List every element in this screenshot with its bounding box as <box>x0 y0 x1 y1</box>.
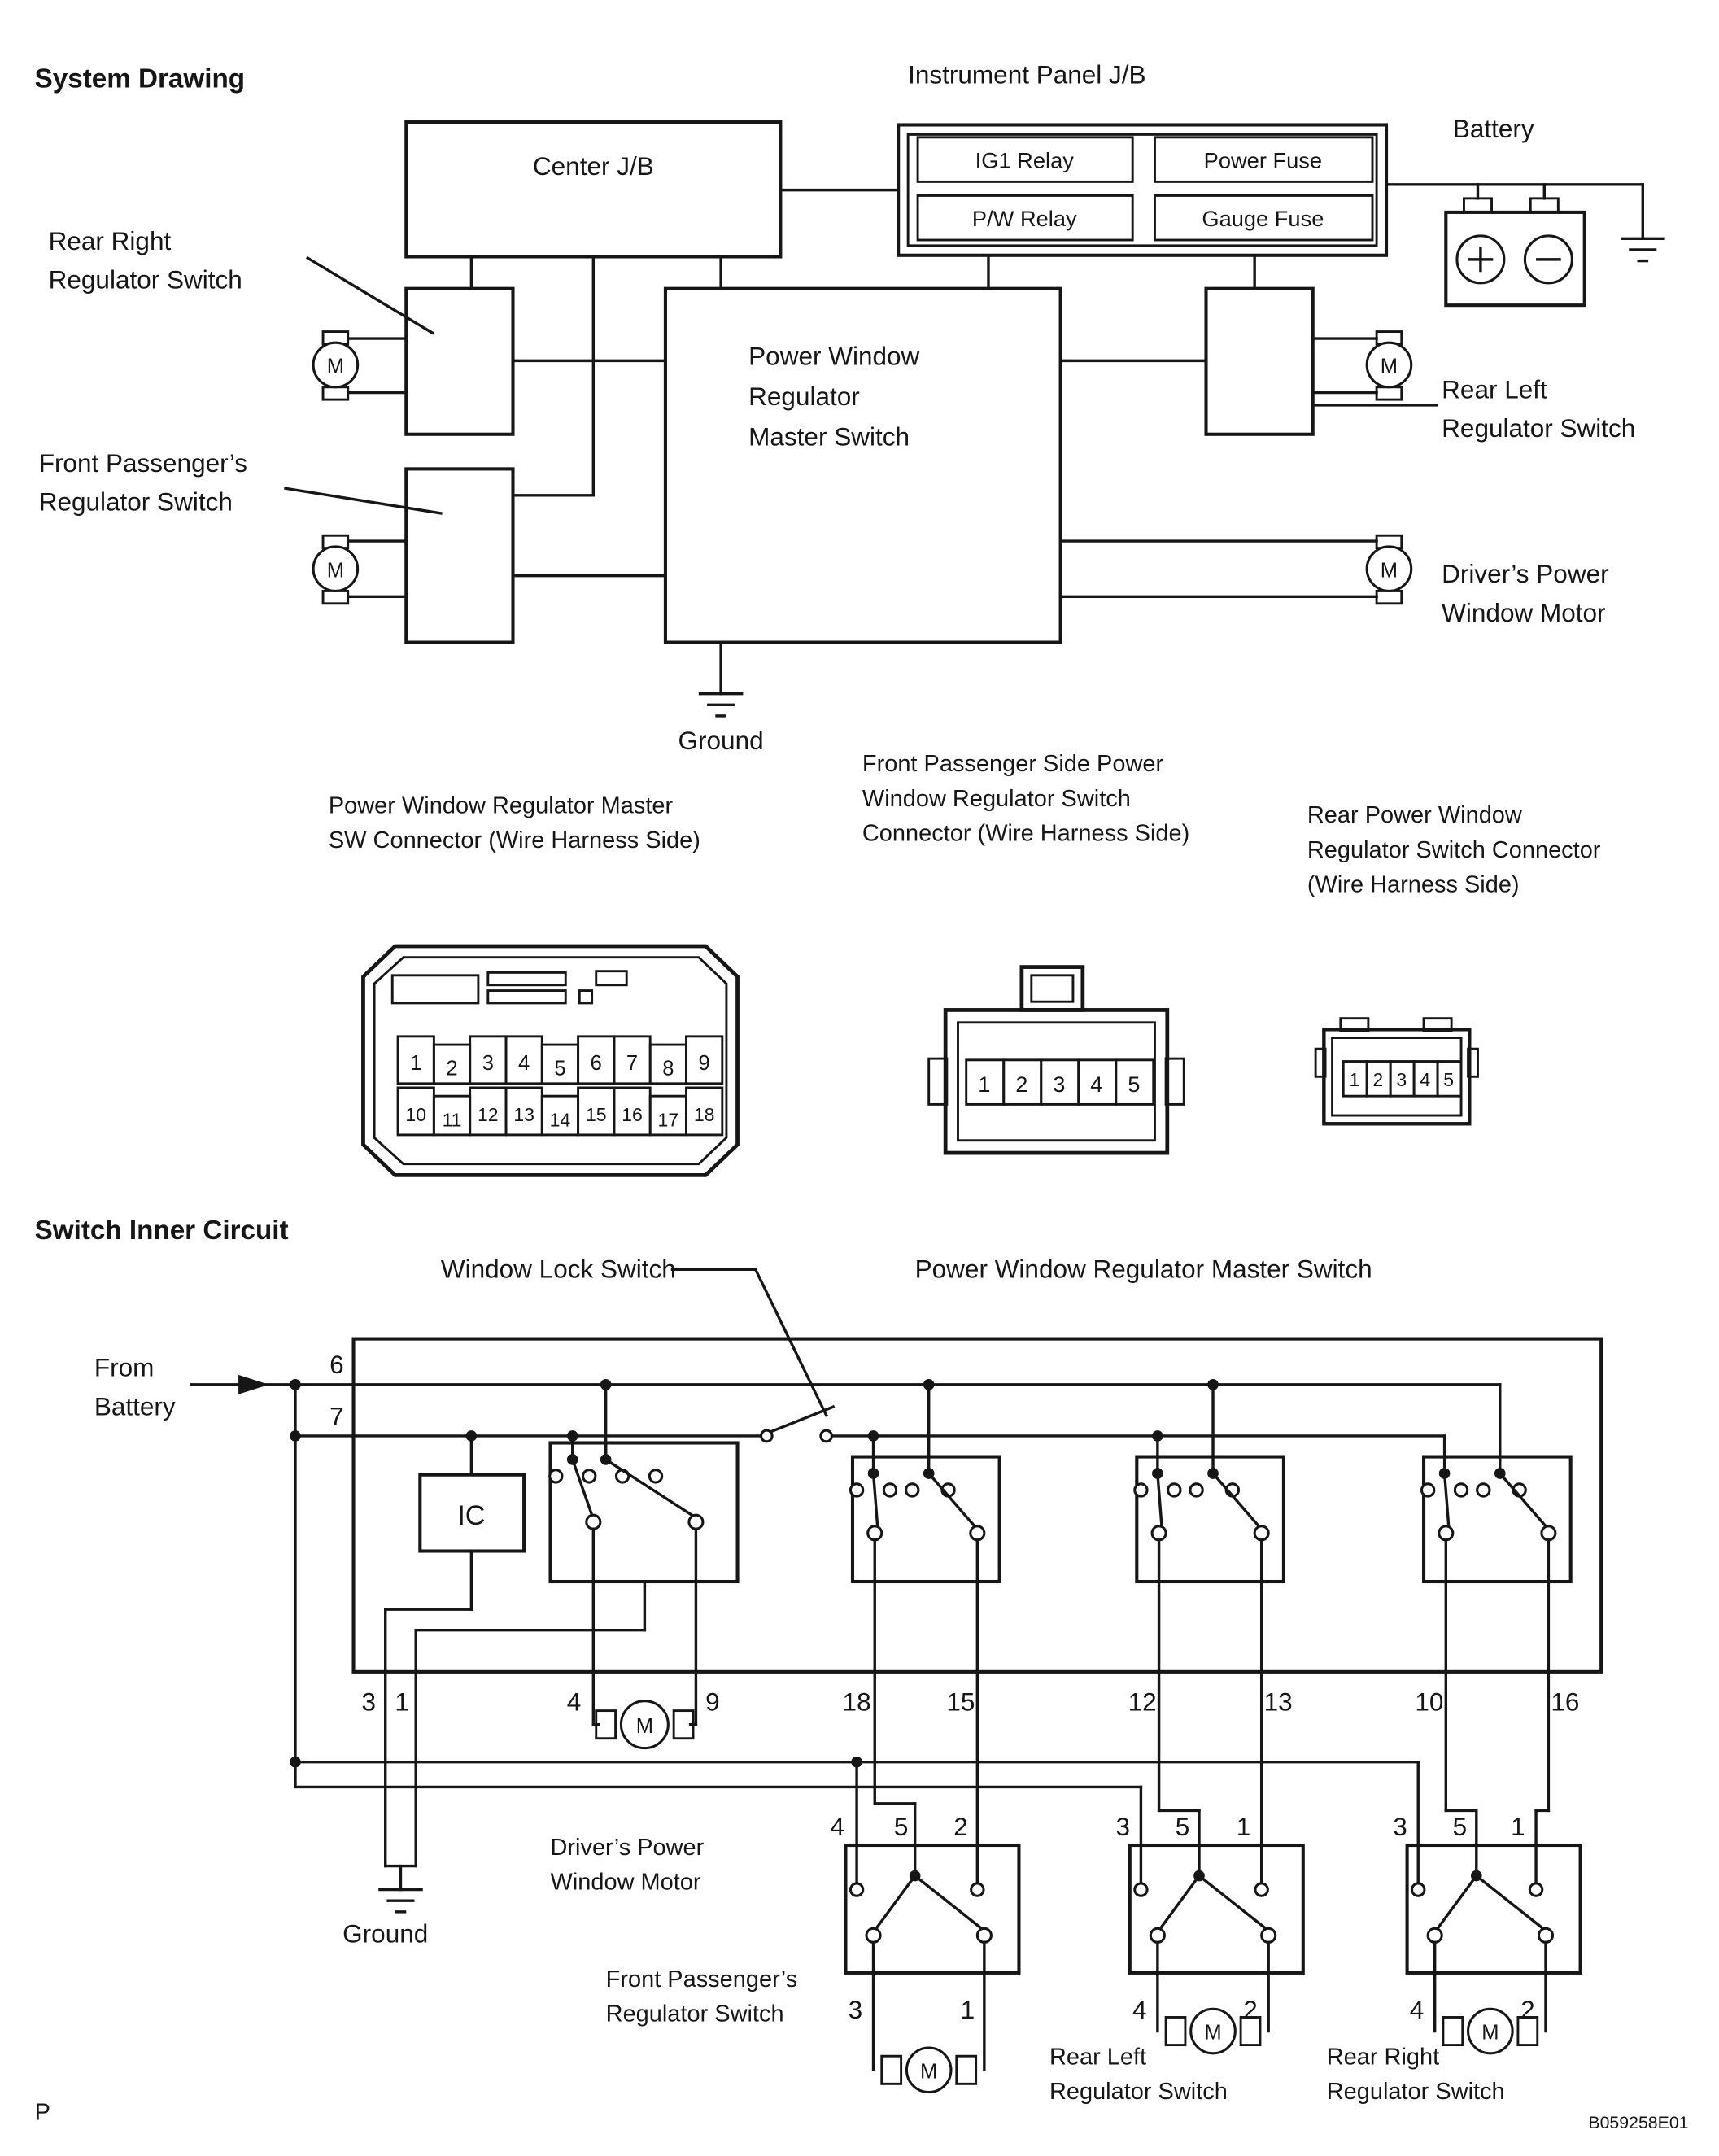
ig1-relay-label: IG1 Relay <box>975 147 1074 173</box>
pin-number: 5 <box>1443 1069 1455 1091</box>
pin7-label: 7 <box>329 1401 344 1431</box>
pin-number: 15 <box>585 1103 607 1125</box>
master-switch-label-1: Power Window <box>748 341 920 371</box>
front-passenger-label-2: Regulator Switch <box>38 487 233 517</box>
fp-connector-caption-1: Front Passenger Side Power <box>862 751 1164 778</box>
pin-number: 3 <box>482 1051 494 1075</box>
pin-number: 3 <box>1396 1069 1407 1091</box>
pin-number: 4 <box>1090 1071 1103 1098</box>
instrument-panel-jb-box <box>898 124 1386 255</box>
master-pin-label: 15 <box>946 1687 975 1717</box>
system-drawing-title: System Drawing <box>34 63 246 94</box>
motor-driver-inner <box>596 1701 693 1748</box>
switch-group-front-passenger <box>850 1457 999 1672</box>
pin-label: 4 <box>830 1812 844 1842</box>
page-letter: P <box>34 2099 50 2126</box>
motor-letter: M <box>635 1714 654 1738</box>
battery-feed-wires <box>295 1385 1418 1845</box>
pointer-rear-right <box>308 258 432 333</box>
switch-group-rear-left <box>1135 1457 1284 1672</box>
pin-label: 2 <box>1243 1995 1258 2025</box>
rl-switch-label-1: Rear Left <box>1049 2044 1147 2071</box>
pin-number: 13 <box>513 1103 534 1125</box>
arrow-right-icon <box>238 1375 268 1394</box>
rl-switch-label-2: Regulator Switch <box>1049 2079 1228 2106</box>
motor-letter: M <box>1481 2021 1499 2045</box>
pin-label: 5 <box>1452 1812 1468 1842</box>
rear-connector-caption-2: Regulator Switch Connector <box>1307 836 1601 863</box>
rear-left-switch-box <box>1206 289 1313 434</box>
pin-label: 5 <box>1175 1812 1190 1842</box>
pin-label: 1 <box>1511 1812 1525 1842</box>
pin-number: 16 <box>622 1103 643 1125</box>
motor-driver <box>1367 535 1411 604</box>
connector-master <box>363 946 737 1175</box>
ic-label: IC <box>457 1500 486 1532</box>
master-to-bottom-wires <box>875 1672 1548 1845</box>
master-pin-label: 3 <box>361 1687 377 1717</box>
motor-letter: M <box>326 559 345 583</box>
pin6-label: 6 <box>329 1350 344 1380</box>
from-battery-label-2: Battery <box>94 1391 176 1421</box>
pin-label: 4 <box>1132 1995 1147 2025</box>
inner-circuit-section <box>35 1215 1602 2105</box>
window-lock-label: Window Lock Switch <box>440 1254 676 1284</box>
front-passenger-switch-box <box>406 469 513 642</box>
pin-label: 3 <box>1393 1812 1407 1842</box>
master-connector-caption-1: Power Window Regulator Master <box>328 792 674 819</box>
rear-right-switch-box <box>406 289 513 434</box>
connectors-section <box>329 751 1601 1175</box>
inner-master-label: Power Window Regulator Master Switch <box>914 1254 1372 1284</box>
pin-number: 18 <box>693 1103 715 1125</box>
rear-connector-caption-3: (Wire Harness Side) <box>1307 871 1520 898</box>
ground-label-system: Ground <box>678 725 764 755</box>
from-battery-label-1: From <box>94 1352 155 1382</box>
pin-label: 3 <box>1115 1812 1131 1842</box>
driver-motor-inner-label-2: Window Motor <box>550 1869 701 1896</box>
battery-label: Battery <box>1452 113 1534 143</box>
pin-number: 1 <box>978 1071 991 1098</box>
pin-label: 5 <box>893 1812 909 1842</box>
rear-left-label-1: Rear Left <box>1442 374 1547 404</box>
rear-right-label-1: Rear Right <box>48 225 172 255</box>
pin-label: 3 <box>848 1995 863 2025</box>
pin-label: 1 <box>960 1995 975 2025</box>
driver-motor-label-1: Driver’s Power <box>1442 559 1609 589</box>
pin-number: 2 <box>446 1057 458 1080</box>
connector-rear <box>1315 1019 1477 1124</box>
pin-number: 2 <box>1372 1069 1384 1091</box>
battery-symbol <box>1446 199 1584 305</box>
fp-connector-caption-3: Connector (Wire Harness Side) <box>862 820 1190 847</box>
gauge-fuse-label: Gauge Fuse <box>1202 205 1324 231</box>
master-pin-label: 1 <box>395 1687 409 1717</box>
pin-number: 11 <box>442 1109 462 1131</box>
ic-ground-wires <box>386 1551 645 1671</box>
motor-letter: M <box>1204 2021 1222 2045</box>
pin-number: 1 <box>410 1051 422 1075</box>
center-jb-box <box>406 122 780 256</box>
ground-symbol-master <box>700 694 742 716</box>
motor-rear-left <box>1367 332 1411 400</box>
driver-motor-label-2: Window Motor <box>1442 597 1606 627</box>
pin-number: 2 <box>1015 1071 1028 1098</box>
pin-label: 1 <box>1236 1812 1251 1842</box>
pin-number: 12 <box>478 1103 499 1125</box>
motor-letter: M <box>920 2060 938 2084</box>
master-connector-caption-2: SW Connector (Wire Harness Side) <box>328 827 700 853</box>
motor-letter: M <box>1380 355 1398 378</box>
connector-front-passenger <box>929 967 1185 1154</box>
fp-switch-label-2: Regulator Switch <box>605 2001 784 2027</box>
master-pin-label: 12 <box>1128 1687 1157 1717</box>
power-fuse-label: Power Fuse <box>1203 147 1323 173</box>
master-pin-label: 9 <box>705 1687 720 1717</box>
rear-right-label-2: Regulator Switch <box>48 264 242 295</box>
pw-relay-label: P/W Relay <box>971 205 1077 231</box>
master-switch-label-2: Regulator <box>748 381 860 411</box>
pointer-front-passenger <box>286 488 441 513</box>
system-drawing-section <box>35 59 1664 755</box>
pin-number: 5 <box>554 1057 566 1080</box>
bus-pin6 <box>354 1385 1500 1473</box>
bottom-switch-rear-left <box>1049 1812 1303 2105</box>
pin-number: 7 <box>626 1051 639 1075</box>
ground-symbol-battery <box>1622 238 1664 260</box>
pin-number: 8 <box>662 1057 674 1080</box>
inner-circuit-title: Switch Inner Circuit <box>34 1215 289 1246</box>
pin-label: 2 <box>1520 1995 1535 2025</box>
pin-number: 14 <box>549 1109 571 1131</box>
pin-label: 4 <box>1409 1995 1425 2025</box>
switch-group-rear-right <box>1421 1457 1570 1672</box>
rr-switch-label-1: Rear Right <box>1326 2044 1440 2071</box>
pin-number: 9 <box>698 1051 710 1075</box>
pin-number: 5 <box>1128 1071 1141 1098</box>
motor-letter: M <box>1380 559 1398 583</box>
motor-front-passenger <box>313 535 358 604</box>
pin-number: 4 <box>1420 1069 1431 1091</box>
pointer-window-lock <box>756 1269 827 1415</box>
center-jb-label: Center J/B <box>532 151 654 181</box>
window-lock-switch <box>761 1407 834 1442</box>
master-switch-label-3: Master Switch <box>748 421 910 452</box>
rear-connector-caption-1: Rear Power Window <box>1307 802 1522 829</box>
instrument-panel-label: Instrument Panel J/B <box>908 59 1146 89</box>
master-pin-label: 4 <box>566 1687 582 1717</box>
fp-switch-label-1: Front Passenger’s <box>605 1966 798 1992</box>
bottom-switch-rear-right <box>1327 1812 1581 2105</box>
driver-motor-inner-label-1: Driver’s Power <box>550 1834 705 1861</box>
pin-number: 4 <box>518 1051 530 1075</box>
fp-connector-caption-2: Window Regulator Switch <box>862 785 1131 812</box>
rr-switch-label-2: Regulator Switch <box>1326 2079 1505 2106</box>
front-passenger-label-1: Front Passenger’s <box>38 447 247 478</box>
ground-label-inner: Ground <box>342 1918 429 1949</box>
master-pin-label: 10 <box>1415 1687 1444 1717</box>
pin-number: 10 <box>405 1103 427 1125</box>
pin-number: 1 <box>1349 1069 1360 1091</box>
motor-rear-right <box>313 332 358 400</box>
pin-number: 17 <box>657 1109 679 1131</box>
master-pin-label: 13 <box>1263 1687 1293 1717</box>
switch-group-driver <box>550 1442 738 1671</box>
rear-left-label-2: Regulator Switch <box>1442 413 1636 443</box>
pin-number: 3 <box>1053 1071 1066 1098</box>
master-pin-label: 18 <box>842 1687 871 1717</box>
master-pin-label: 16 <box>1551 1687 1580 1717</box>
pin-number: 6 <box>590 1051 602 1075</box>
motor-letter: M <box>326 355 345 378</box>
doc-code: B059258E01 <box>1588 2112 1689 2132</box>
pin-label: 2 <box>953 1812 968 1842</box>
